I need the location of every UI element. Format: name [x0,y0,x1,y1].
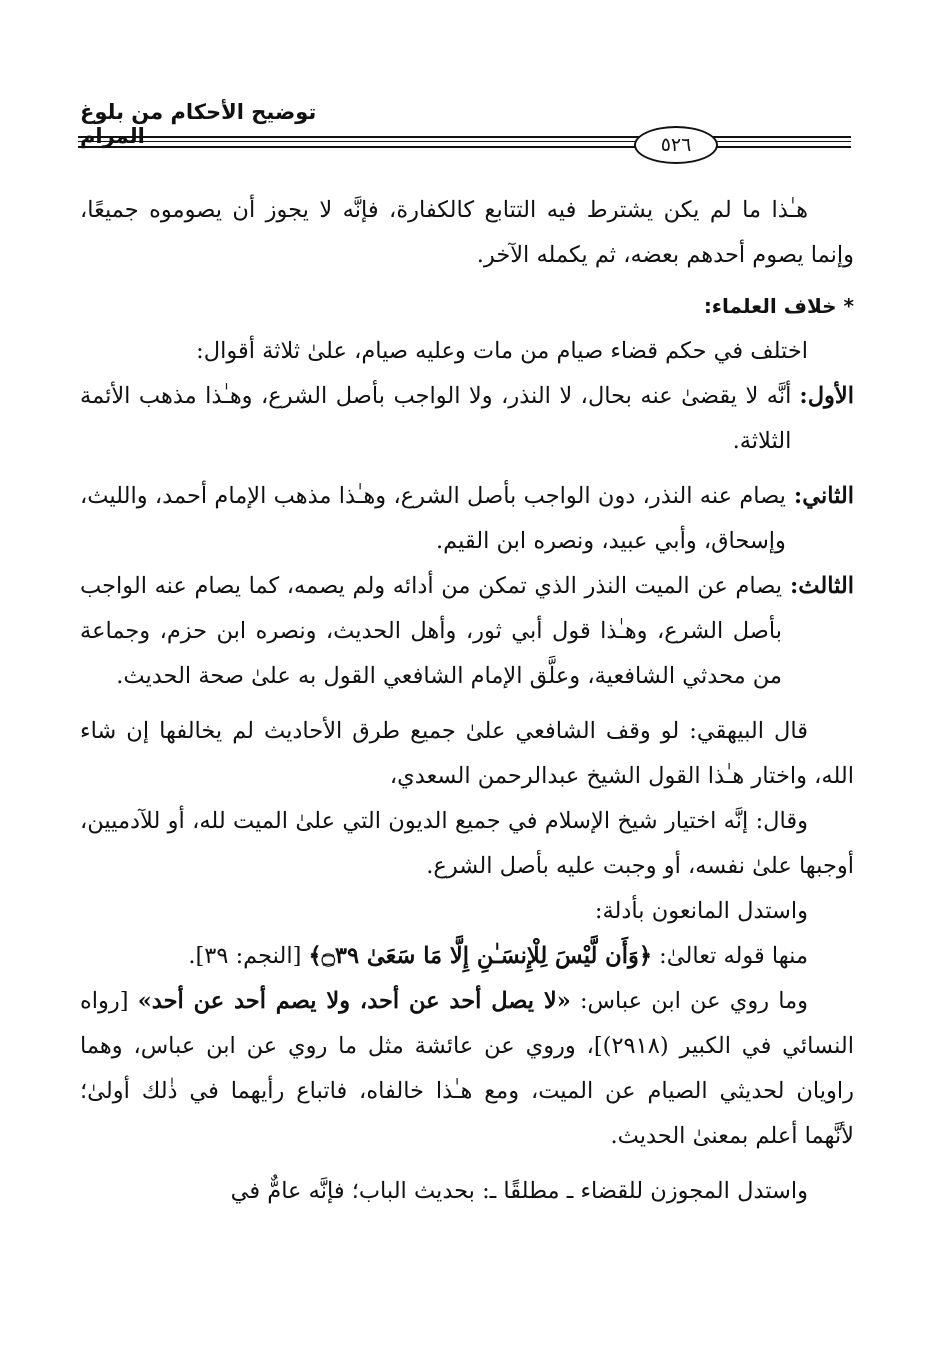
paragraph-2: اختلف في حكم قضاء صيام من مات وعليه صيام، علىٰ ثلاثة أقوال: [196,338,808,364]
body-text [80,188,854,1214]
opinion-1 [80,374,854,464]
section-heading: * خلاف العلماء: [703,294,854,318]
header-rule-bottom [78,146,851,148]
paragraph-saadi: وقال: إنَّه اختيار شيخ الإسلام في جميع الديون التي علىٰ الميت لله، أو للآدميين، أوجبها علىٰ نفسه، أو وجبت عليه بأصل الشرع. [80,808,854,879]
ibn-abbas-quote: «لا يصل أحد عن أحد، ولا يصم أحد عن أحد» [137,988,571,1014]
quran-prefix: منها قوله تعالىٰ: [652,943,808,969]
page-number: ٥٢٦ [634,126,718,164]
opinion-3-label: الثالث: [789,573,854,599]
paragraph-evidence-intro: واستدل المانعون بأدلة: [594,898,808,924]
opinion-2-label: الثاني: [793,483,854,509]
paragraph-quran-evidence [80,934,854,979]
paragraph-1: هـٰذا ما لم يكن يشترط فيه التتابع كالكفارة، فإنَّه لا يجوز أن يصوموه جميعًا، وإنما يصوم أحدهم بعضه، ثم يكمله الآخر. [80,197,854,268]
opinion-1-label: الأول: [799,383,854,409]
header-rule-middle [78,141,851,142]
ibn-abbas-prefix: وما روي عن ابن عباس: [570,988,809,1014]
paragraph-bayhaqi: قال البيهقي: لو وقف الشافعي علىٰ جميع طرق الأحاديث لم يخالفها إن شاء الله، واختار هـٰذا القول الشيخ عبدالرحمن السعدي، [80,718,854,789]
running-title: توضيح الأحكام من بلوغ المرام [80,100,317,148]
opinion-3 [80,564,854,699]
header-rule-top [78,136,851,138]
quran-verse: ﴿وَأَن لَّيْسَ لِلْإِنسَـٰنِ إِلَّا مَا سَعَىٰ ۝٣٩﴾ [308,943,653,969]
ibn-abbas-rest: [رواه النسائي في الكبير (٢٩١٨)]، وروي عن عائشة مثل ما روي عن ابن عباس، وهما راويان لحديثي الصيام عن الميت، ومع هـٰذا خالفاه، فاتباع رأيهما في ذٰلك أولىٰ؛ لأنَّهما أعلم بمعنىٰ الحديث. [80,988,855,1149]
opinion-2-text: يصام عنه النذر، دون الواجب بأصل الشرع، وهـٰذا مذهب الإمام أحمد، والليث، وإسحاق، وأبي عبيد، ونصره ابن القيم. [80,483,786,554]
opinion-2 [80,474,854,564]
paragraph-ibn-abbas [80,979,854,1159]
quran-citation: [النجم: ٣٩]. [188,943,309,969]
opinion-1-text: أنَّه لا يقضىٰ عنه بحال، لا النذر، ولا الواجب بأصل الشرع، وهـٰذا مذهب الأئمة الثلاثة. [80,383,792,454]
paragraph-permitters: واستدل المجوزن للقضاء ـ مطلقًا ـ: بحديث الباب؛ فإنَّه عامٌّ في [230,1178,808,1204]
opinion-3-text: يصام عن الميت النذر الذي تمكن من أدائه ولم يصمه، كما يصام عنه الواجب بأصل الشرع، وهـٰذا قول أبي ثور، وأهل الحديث، ونصره ابن حزم، وجماعة من محدثي الشافعية، وعلَّق الإمام الشافعي القول به علىٰ صحة الحديث. [80,573,782,689]
